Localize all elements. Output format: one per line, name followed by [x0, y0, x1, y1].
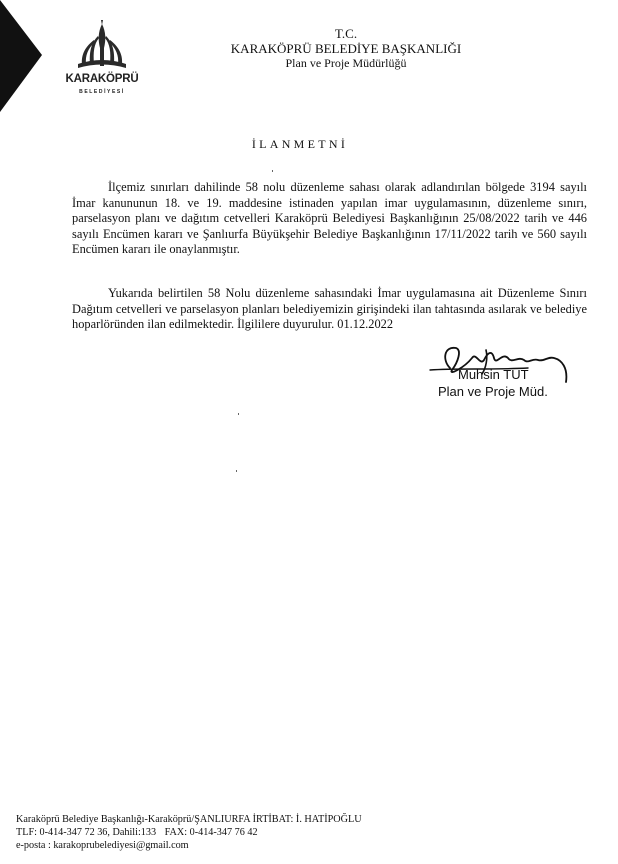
announcement-paragraph-2: Yukarıda belirtilen 58 Nolu düzenleme sahasındaki İmar uygulamasına ait Düzenleme Sınırı Dağıtım cetvelleri ve parselasyon planları belediyemizin girişindeki ilan tahtasında asılarak ve belediye hoparlöründen ilan edilmektedir. İlgililere duyurulur. 01.12.2022 [72, 286, 587, 332]
municipality-logo [62, 18, 142, 100]
letterhead [196, 26, 496, 71]
footer-telephone: TLF: 0-414-347 72 36, Dahili:133 [16, 826, 157, 838]
header-municipality: KARAKÖPRÜ BELEDİYE BAŞKANLIĞI [230, 41, 462, 56]
signer-title: Plan ve Proje Müd. [438, 384, 548, 399]
header-department: Plan ve Proje Müdürlüğü [285, 56, 407, 70]
announcement-paragraph-1: İlçemiz sınırları dahilinde 58 nolu düzenleme sahası olarak adlandırılan bölgede 3194 sayılı İmar kanununun 18. ve 19. maddesine istinaden yapılan imar uygulamasının, düzenleme sınırı, parselasyon planı ve dağıtım cetvelleri Karaköprü Belediyesi Başkanlığının 25/08/2022 tarih ve 446 sayılı Encümen kararı ve Şanlıurfa Büyükşehir Belediye Başkanlığının 17/11/2022 tarih ve 560 sayılı Encümen kararı ile onaylanmıştır. [72, 180, 587, 257]
signer-name: Muhsin TUT [458, 367, 529, 382]
corner-triangle-mark [0, 0, 44, 112]
logo-subtitle: BELEDİYESİ [79, 89, 125, 95]
footer-contact [16, 814, 596, 852]
footer-email: e-posta : karakoprubelediyesi@gmail.com [16, 839, 189, 851]
footer-phone-line [16, 827, 596, 840]
scan-speck [238, 413, 239, 415]
footer-address: Karaköprü Belediye Başkanlığı-Karaköprü/ŞANLIURFA İRTİBAT: İ. HATİPOĞLU [16, 814, 362, 825]
logo-name: KARAKÖPRÜ [65, 73, 139, 85]
header-tc: T.C. [334, 26, 358, 41]
footer-fax: FAX: 0-414-347 76 42 [164, 826, 258, 838]
logo-emblem-icon [74, 18, 130, 72]
scan-speck [236, 470, 237, 472]
document-title: İLANMETNİ [251, 137, 349, 151]
signature-block [438, 366, 548, 400]
scan-speck [272, 170, 273, 172]
